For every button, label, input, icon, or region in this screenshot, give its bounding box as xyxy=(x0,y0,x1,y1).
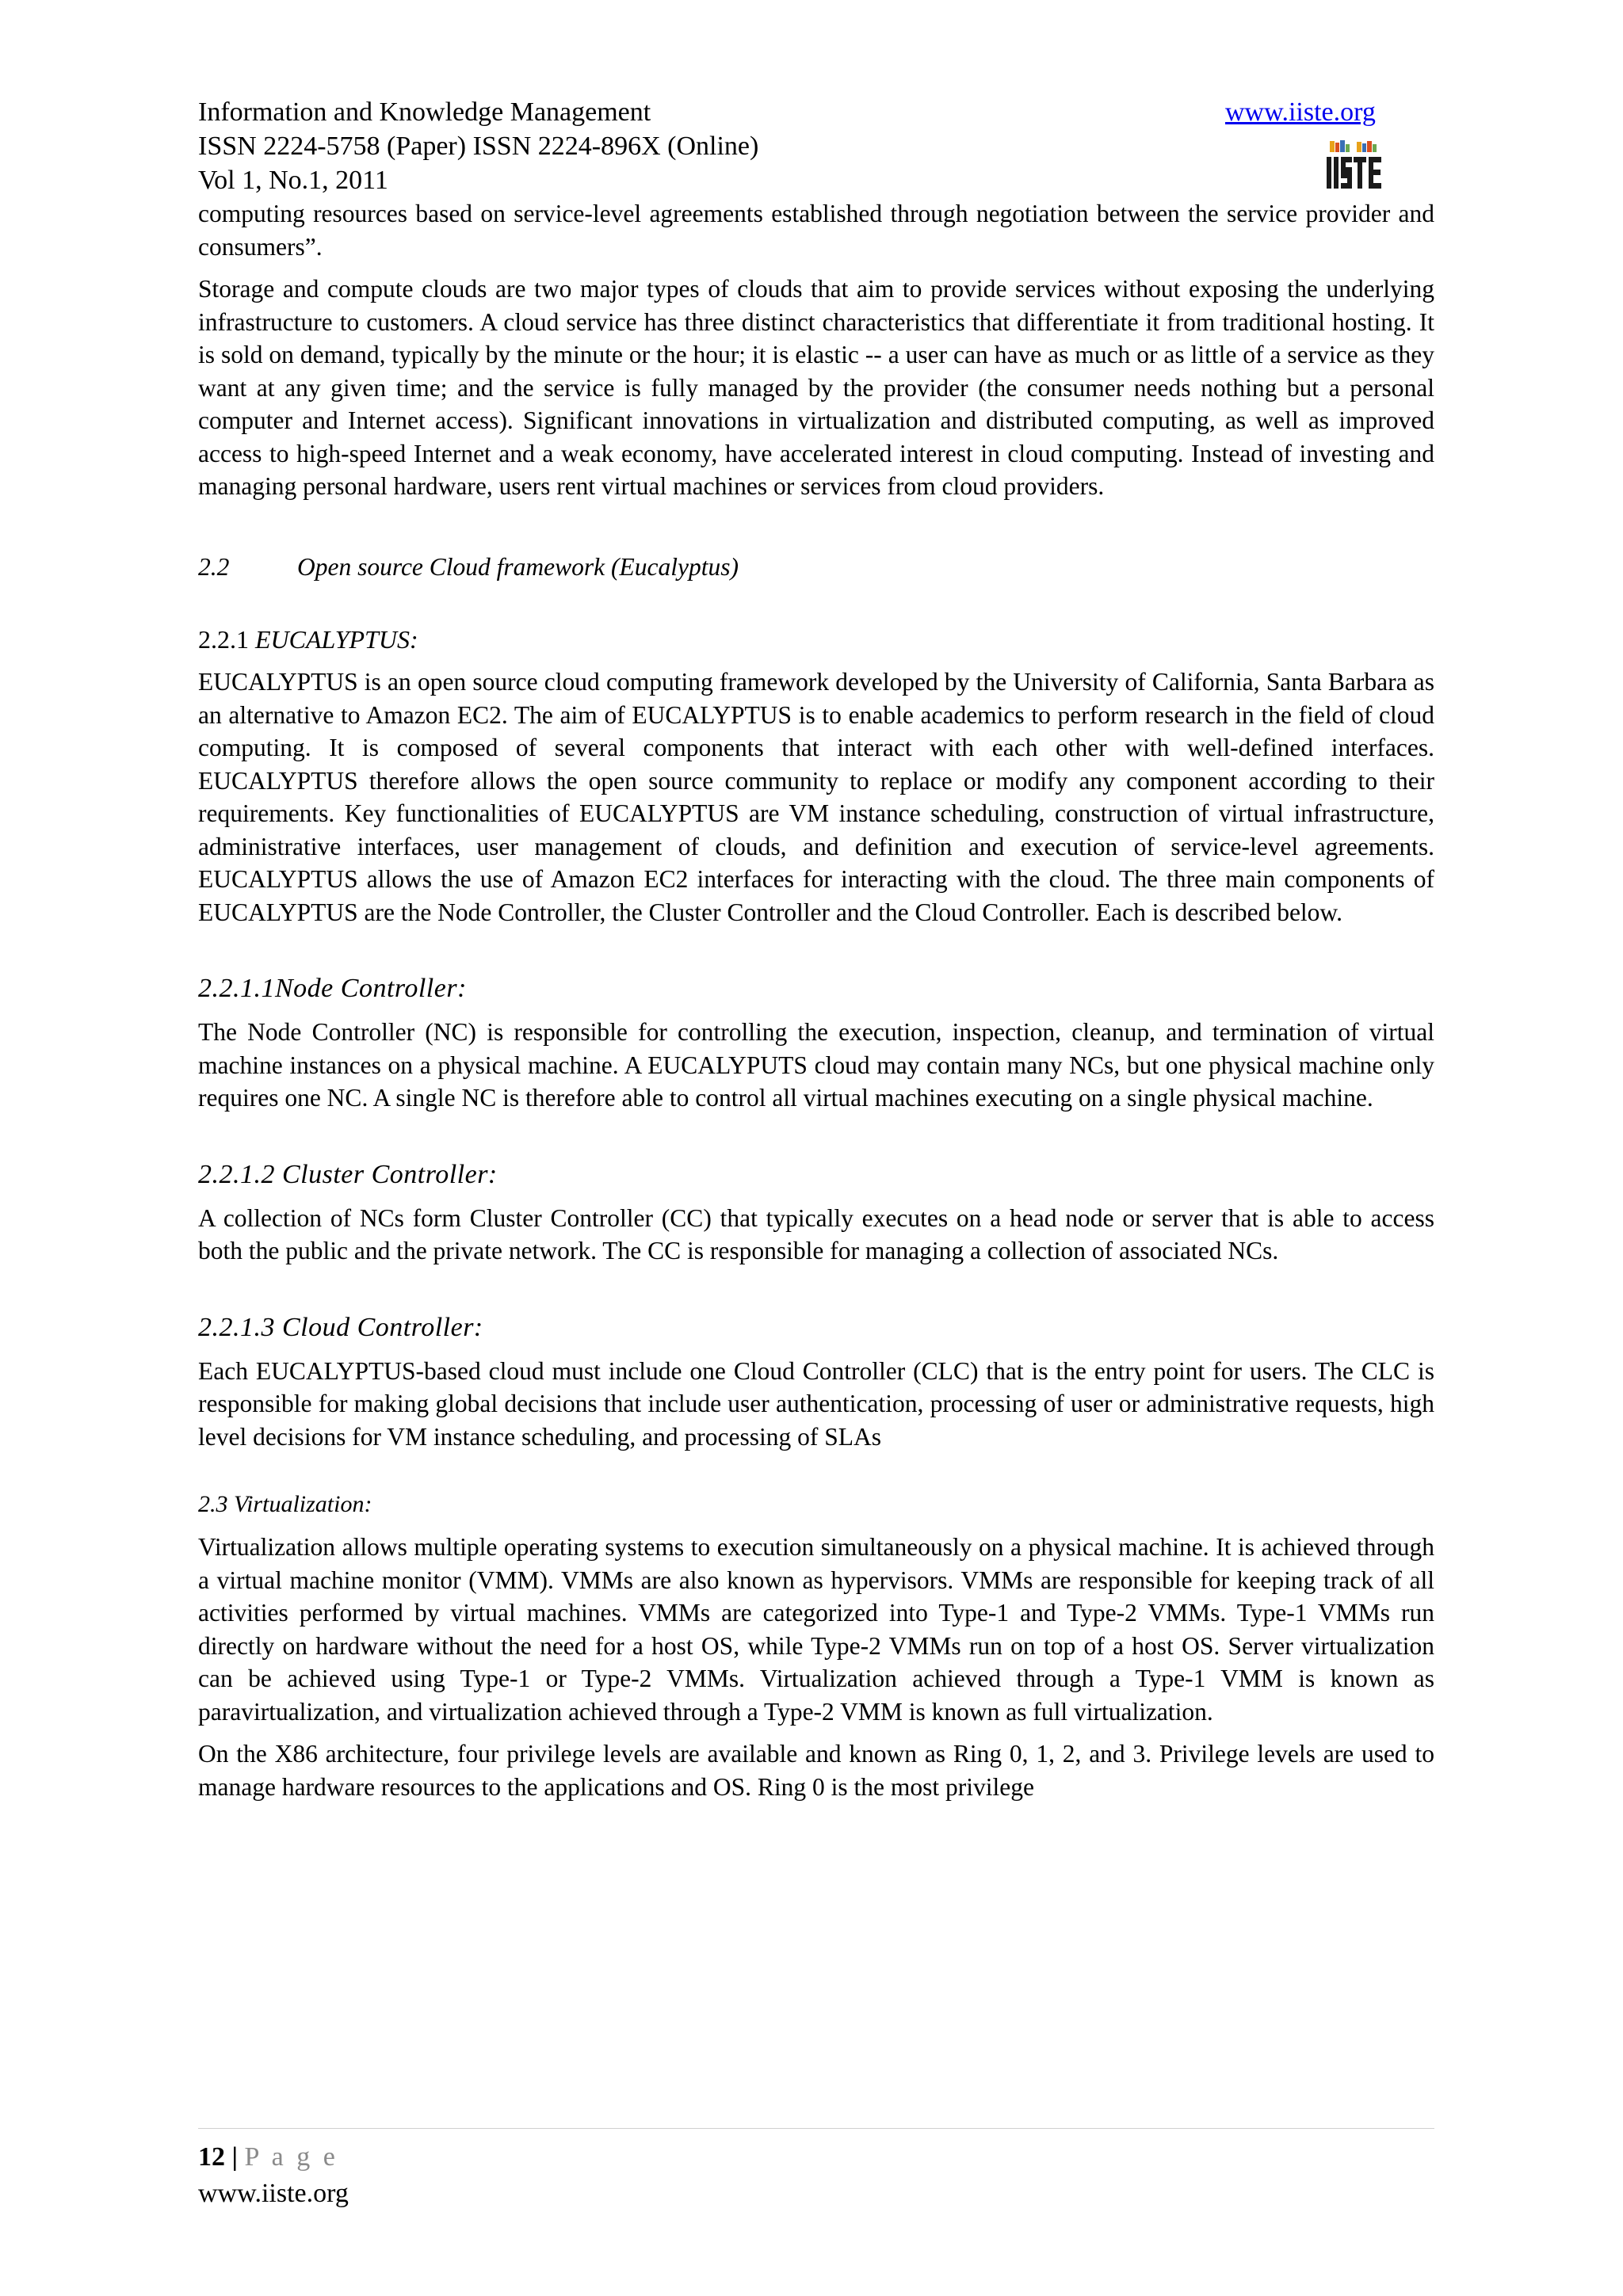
section-number: 2.2.1 xyxy=(198,625,249,654)
page-separator: | xyxy=(231,2142,238,2172)
footer-divider xyxy=(198,2128,1434,2129)
paragraph-cluster-controller: A collection of NCs form Cluster Controller (CC) that typically executes on a head node or server that is able to access both the public and the private network. The CC is responsible for managing a collection of associated NCs. xyxy=(198,1203,1434,1264)
header-website-link[interactable]: www.iiste.org xyxy=(1225,97,1376,127)
paragraph-node-controller: The Node Controller (NC) is responsible for controlling the execution, inspection, cleanup, and termination of virtual machine instances on a physical machine. A EUCALYPUTS cloud may contain many NCs, but one physical machine only requires one NC. A single NC is therefore able to control all virtual machines executing on a single physical machine. xyxy=(198,1018,1434,1112)
page-number-line xyxy=(198,2139,349,2176)
section-heading-cloud-controller: 2.2.1.3 Cloud Controller: xyxy=(198,1312,483,1342)
section-heading-2-2 xyxy=(198,551,1434,584)
section-title: EUCALYPTUS: xyxy=(255,625,418,654)
section-number: 2.2 xyxy=(198,552,230,581)
page-number: 12 xyxy=(198,2142,225,2172)
page-word: P a g e xyxy=(244,2142,338,2172)
volume-line: Vol 1, No.1, 2011 xyxy=(198,166,388,195)
paragraph-eucalyptus: EUCALYPTUS is an open source cloud computing framework developed by the University of California, Santa Barbara as an alternative to Amazon EC2. The aim of EUCALYPTUS is to enable academics to perform research in the field of cloud computing. It is composed of several components that interact with each other with well-defined interfaces. EUCALYPTUS therefore allows the open source community to replace or modify any component according to their requirements. Key functionalities of EUCALYPTUS are VM instance scheduling, construction of virtual infrastructure, administrative interfaces, user management of clouds, and definition and execution of service-level agreements. EUCALYPTUS allows the use of Amazon EC2 interfaces for interacting with the cloud. The three main components of EUCALYPTUS are the Node Controller, the Cluster Controller and the Cloud Controller. Each is described below. xyxy=(198,668,1434,926)
page-footer xyxy=(198,2139,349,2212)
section-heading-2-3: 2.3 Virtualization: xyxy=(198,1491,372,1517)
issn-line: ISSN 2224-5758 (Paper) ISSN 2224-896X (Online) xyxy=(198,132,759,161)
section-heading-2-2-1 xyxy=(198,623,1434,656)
iiste-logo-icon xyxy=(1325,139,1384,192)
paragraph-storage-compute-clouds: Storage and compute clouds are two major types of clouds that aim to provide services without exposing the underlying infrastructure to customers. A cloud service has three distinct characteristics that differentiate it from traditional hosting. It is sold on demand, typically by the minute or the hour; it is elastic -- a user can have as much or as little of a service as they want at any given time; and the service is fully managed by the provider (the consumer needs nothing but a personal computer and Internet access). Significant innovations in virtualization and distributed computing, as well as improved access to high-speed Internet and a weak economy, have accelerated interest in cloud computing. Instead of investing and managing personal hardware, users rent virtual machines or services from cloud providers. xyxy=(198,275,1434,500)
page-body xyxy=(198,197,1434,1803)
paragraph-intro-continuation: computing resources based on service-level agreements established through negotiation between the service provider and consumers”. xyxy=(198,200,1434,261)
journal-name: Information and Knowledge Management xyxy=(198,97,651,127)
paragraph-x86-privilege: On the X86 architecture, four privilege levels are available and known as Ring 0, 1, 2, and 3. Privilege levels are used to manage hardware resources to the applications and OS. Ring 0 is the most privilege xyxy=(198,1740,1434,1801)
section-heading-node-controller: 2.2.1.1Node Controller: xyxy=(198,974,467,1003)
section-title: Open source Cloud framework (Eucalyptus) xyxy=(297,552,739,581)
section-heading-cluster-controller: 2.2.1.2 Cluster Controller: xyxy=(198,1159,498,1189)
paragraph-virtualization: Virtualization allows multiple operating systems to execution simultaneously on a physical machine. It is achieved through a virtual machine monitor (VMM). VMMs are also known as hypervisors. VMMs are responsible for keeping track of all activities performed by virtual machines. VMMs are categorized into Type-1 and Type-2 VMMs. Type-1 VMMs run directly on hardware without the need for a host OS, while Type-2 VMMs run on top of a host OS. Server virtualization can be achieved using Type-1 or Type-2 VMMs. Virtualization achieved through a Type-1 VMM is known as paravirtualization, and virtualization achieved through a Type-2 VMM is known as full virtualization. xyxy=(198,1533,1434,1726)
footer-website[interactable]: www.iiste.org xyxy=(198,2179,349,2208)
paragraph-cloud-controller: Each EUCALYPTUS-based cloud must include one Cloud Controller (CLC) that is the entry point for users. The CLC is responsible for making global decisions that include user authentication, processing of user or administrative requests, high level decisions for VM instance scheduling, and processing of SLAs xyxy=(198,1356,1434,1451)
